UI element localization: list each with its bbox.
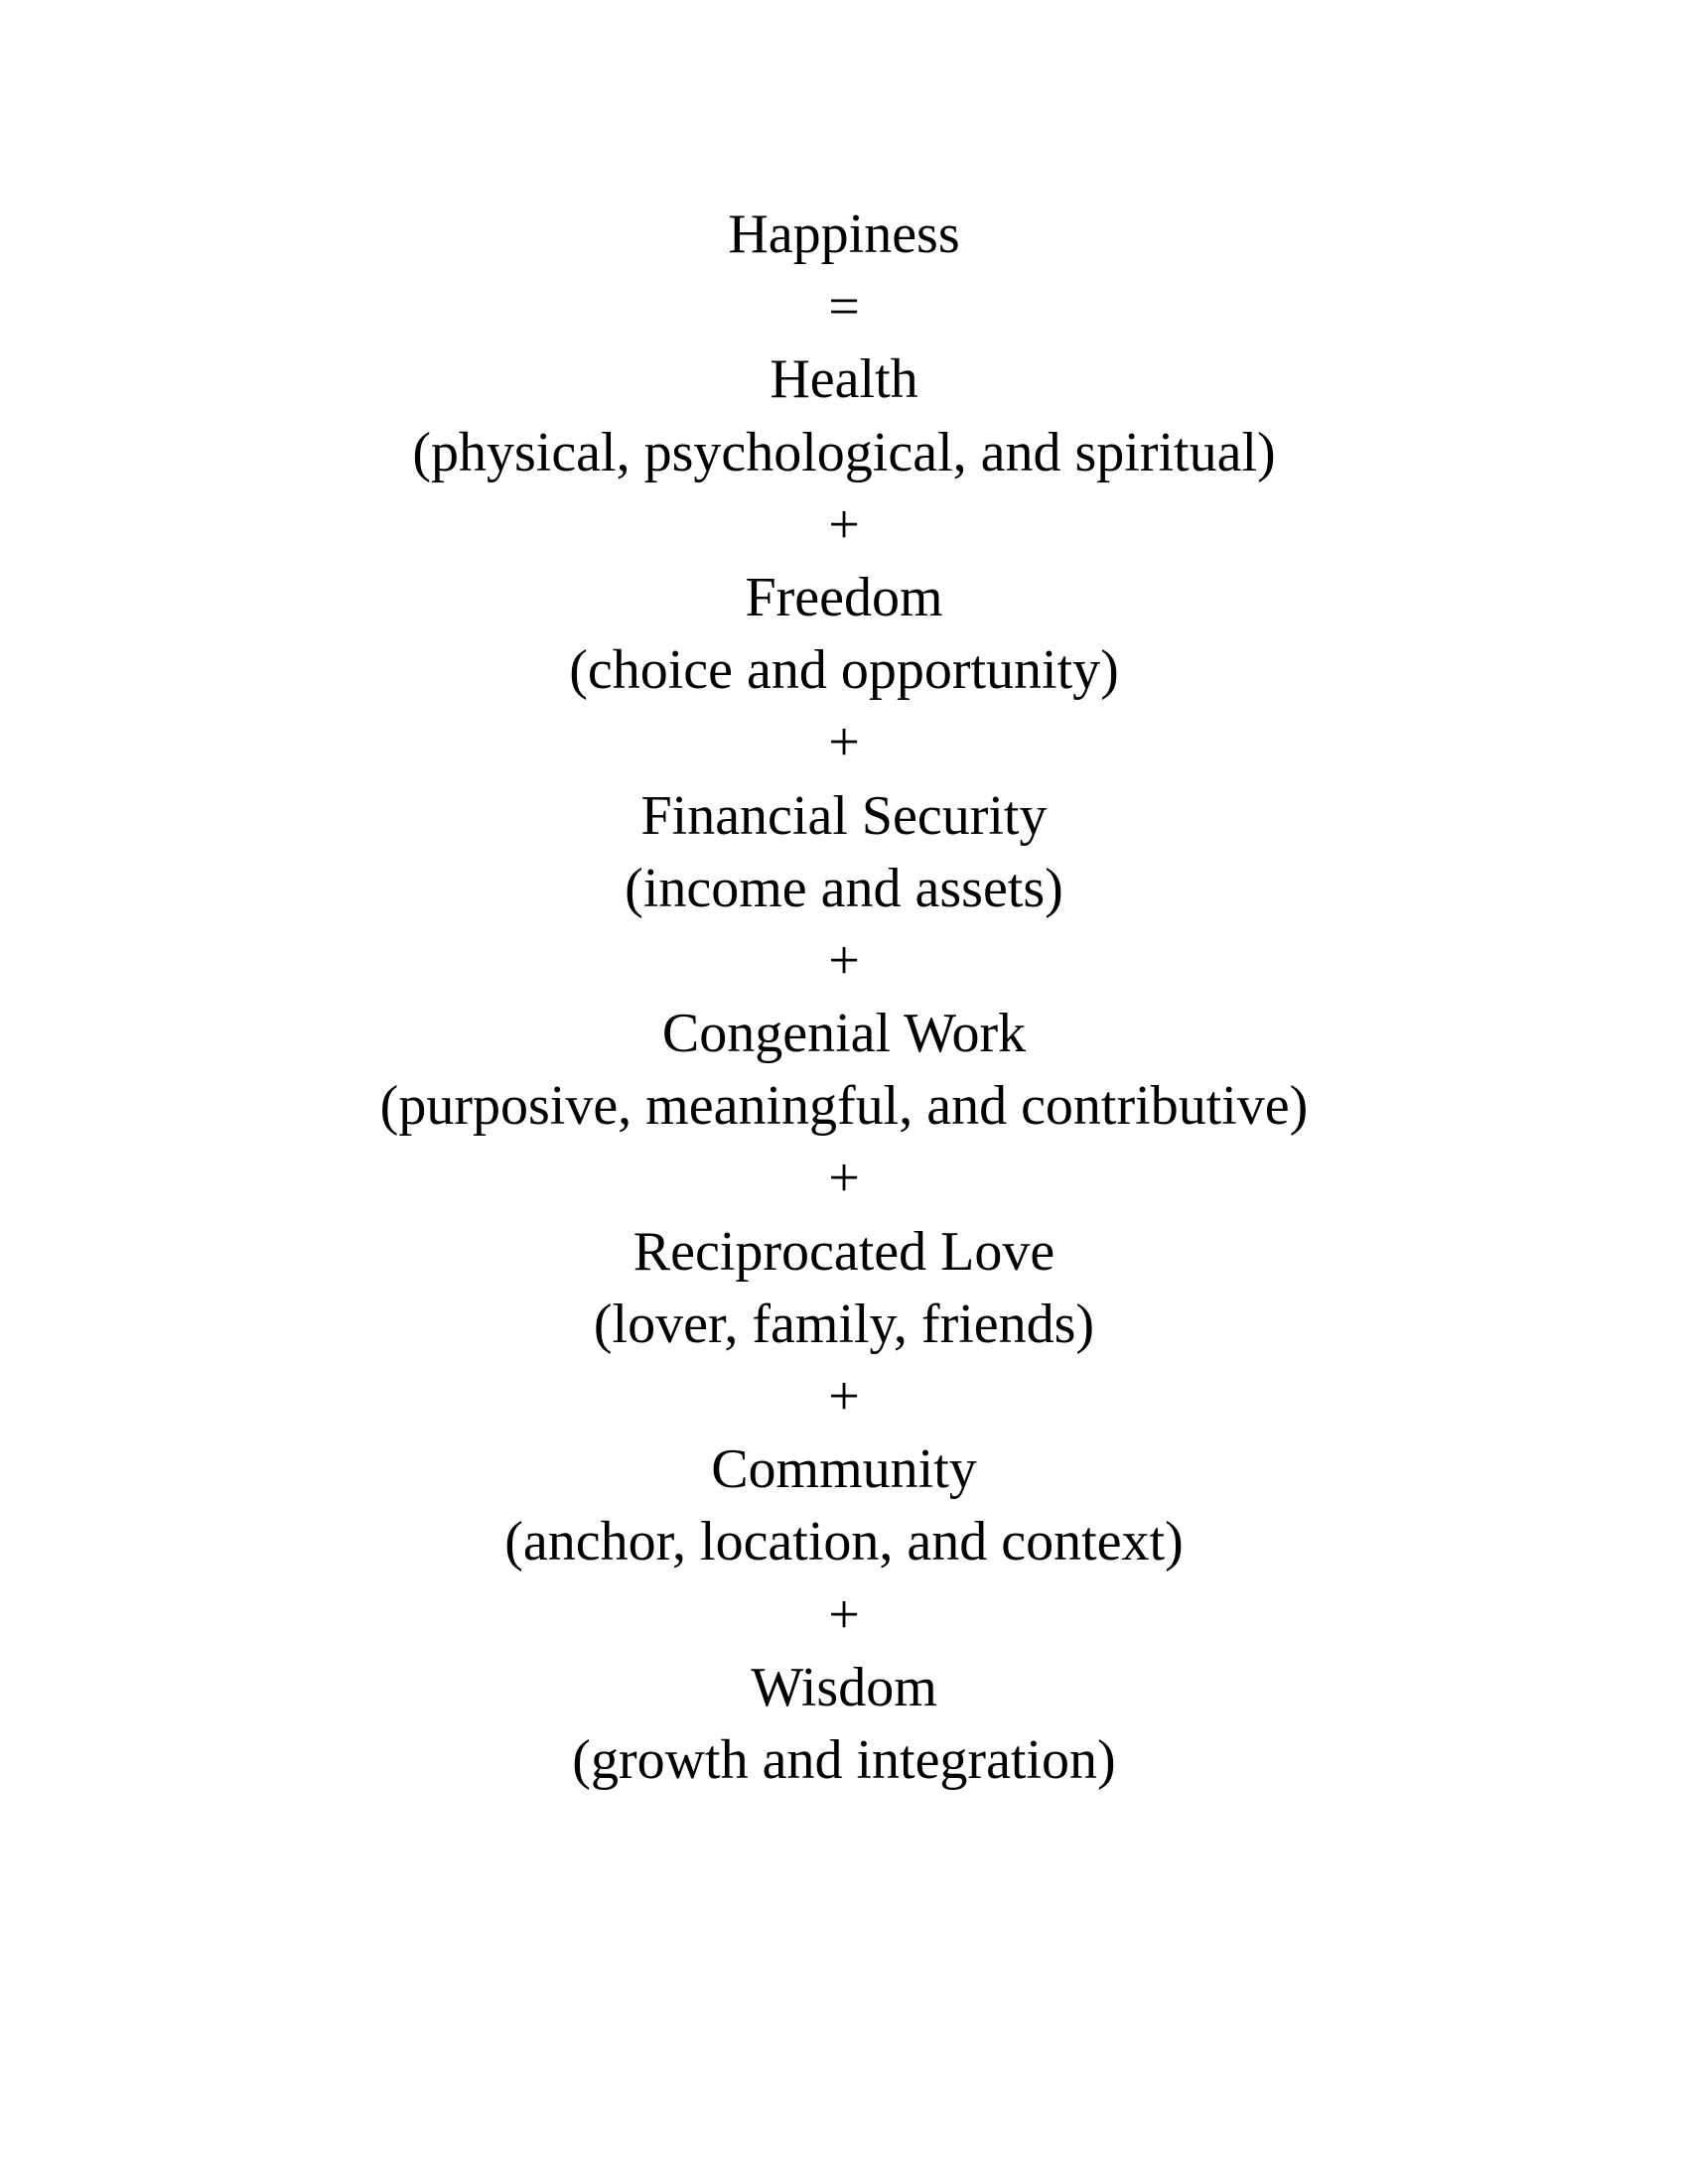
term-name: Financial Security [640, 784, 1048, 847]
term-name: Health [770, 348, 918, 411]
term-name: Community [711, 1438, 977, 1501]
plus-sign: + [828, 929, 860, 992]
term-detail: (growth and integration) [572, 1728, 1116, 1791]
plus-sign: + [828, 493, 860, 556]
term-detail: (income and assets) [625, 857, 1063, 919]
term-name: Freedom [745, 566, 943, 628]
term-name: Reciprocated Love [633, 1220, 1055, 1283]
term-name: Congenial Work [661, 1003, 1027, 1065]
term-detail: (physical, psychological, and spiritual) [412, 421, 1276, 483]
term-detail: (lover, family, friends) [593, 1293, 1095, 1355]
term-detail: (purposive, meaningful, and contributive) [379, 1075, 1309, 1138]
term-name: Wisdom [751, 1656, 937, 1718]
plus-sign: + [828, 1366, 860, 1428]
term-detail: (anchor, location, and context) [504, 1511, 1184, 1573]
plus-sign: + [828, 712, 860, 774]
formula-title: Happiness [728, 204, 960, 265]
term-detail: (choice and opportunity) [569, 639, 1119, 702]
plus-sign: + [828, 1583, 860, 1646]
equals-sign: = [828, 276, 860, 339]
happiness-formula [0, 199, 1688, 1797]
plus-sign: + [828, 1148, 860, 1210]
